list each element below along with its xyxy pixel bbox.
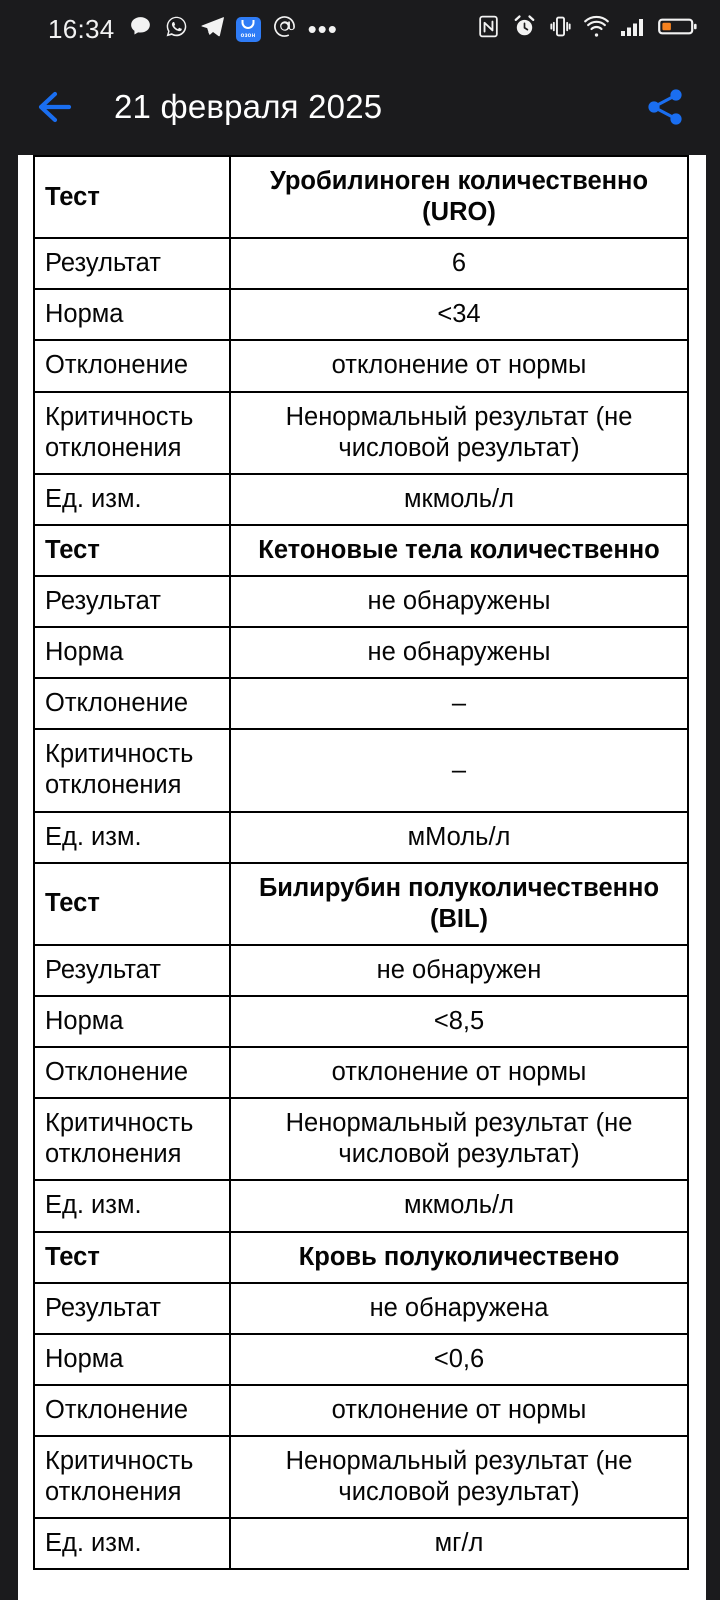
table-row xyxy=(34,340,688,391)
table-row xyxy=(34,1385,688,1436)
cellular-signal-icon xyxy=(620,14,647,44)
shop-app-label: озон xyxy=(240,32,256,39)
row-label-units: Ед. изм. xyxy=(34,1180,230,1231)
row-label-units: Ед. изм. xyxy=(34,1518,230,1569)
email-at-icon xyxy=(272,14,297,44)
more-notifications-icon: ••• xyxy=(307,13,338,44)
share-icon xyxy=(643,85,687,129)
cell-test-name: Билирубин полуколичественно (BIL) xyxy=(230,863,688,945)
cell-test-name: Кетоновые тела количественно xyxy=(230,525,688,576)
table-row xyxy=(34,576,688,627)
row-label-result: Результат xyxy=(34,576,230,627)
table-row xyxy=(34,156,688,238)
table-row xyxy=(34,729,688,811)
wifi-icon xyxy=(584,14,609,44)
row-label-criticality: Критичность отклонения xyxy=(34,729,230,811)
row-label-units: Ед. изм. xyxy=(34,474,230,525)
status-bar-right xyxy=(476,14,698,44)
table-row xyxy=(34,863,688,945)
row-label-test: Тест xyxy=(34,156,230,238)
cell-result: не обнаружена xyxy=(230,1283,688,1334)
row-label-test: Тест xyxy=(34,525,230,576)
cell-norm: не обнаружены xyxy=(230,627,688,678)
row-label-deviation: Отклонение xyxy=(34,340,230,391)
cell-units: мкмоль/л xyxy=(230,474,688,525)
cell-criticality: Ненормальный результат (не числовой результат) xyxy=(230,1436,688,1518)
table-row xyxy=(34,289,688,340)
row-label-norm: Норма xyxy=(34,289,230,340)
table-row xyxy=(34,1180,688,1231)
status-clock: 16:34 xyxy=(48,14,115,44)
table-row xyxy=(34,812,688,863)
shopping-bag-handle xyxy=(242,20,255,29)
lab-results-table xyxy=(33,155,689,1570)
cell-criticality: Ненормальный результат (не числовой результат) xyxy=(230,1098,688,1180)
alarm-clock-icon xyxy=(512,14,537,44)
cell-test-name: Уробилиноген количественно (URO) xyxy=(230,156,688,238)
table-row xyxy=(34,945,688,996)
row-label-deviation: Отклонение xyxy=(34,1385,230,1436)
row-label-criticality: Критичность отклонения xyxy=(34,1098,230,1180)
table-row xyxy=(34,627,688,678)
cell-units: мМоль/л xyxy=(230,812,688,863)
table-row xyxy=(34,392,688,474)
table-row xyxy=(34,1436,688,1518)
cell-deviation: отклонение от нормы xyxy=(230,1385,688,1436)
status-bar xyxy=(0,0,720,58)
app-header xyxy=(0,58,720,155)
table-row xyxy=(34,238,688,289)
row-label-result: Результат xyxy=(34,238,230,289)
table-row xyxy=(34,1283,688,1334)
row-label-result: Результат xyxy=(34,945,230,996)
row-label-deviation: Отклонение xyxy=(34,1047,230,1098)
battery-icon xyxy=(658,14,698,44)
row-label-test: Тест xyxy=(34,1232,230,1283)
row-label-test: Тест xyxy=(34,863,230,945)
cell-norm: <8,5 xyxy=(230,996,688,1047)
nfc-icon xyxy=(476,14,501,44)
messages-icon xyxy=(128,14,153,44)
cell-result: 6 xyxy=(230,238,688,289)
status-bar-left xyxy=(48,14,338,44)
table-row xyxy=(34,1334,688,1385)
cell-result: не обнаружен xyxy=(230,945,688,996)
cell-criticality: Ненормальный результат (не числовой результат) xyxy=(230,392,688,474)
row-label-norm: Норма xyxy=(34,627,230,678)
shop-app-icon xyxy=(236,17,261,42)
table-row xyxy=(34,1047,688,1098)
table-row xyxy=(34,1098,688,1180)
back-button[interactable] xyxy=(24,77,84,137)
whatsapp-icon xyxy=(164,14,189,44)
arrow-left-icon xyxy=(31,87,77,127)
cell-norm: <0,6 xyxy=(230,1334,688,1385)
table-row xyxy=(34,474,688,525)
table-row xyxy=(34,1232,688,1283)
share-button[interactable] xyxy=(636,78,694,136)
vibrate-icon xyxy=(548,14,573,44)
row-label-criticality: Критичность отклонения xyxy=(34,1436,230,1518)
document-viewport[interactable] xyxy=(0,155,720,1600)
telegram-icon xyxy=(200,14,225,44)
table-row xyxy=(34,678,688,729)
document-page xyxy=(18,155,706,1600)
row-label-units: Ед. изм. xyxy=(34,812,230,863)
row-label-norm: Норма xyxy=(34,996,230,1047)
cell-result: не обнаружены xyxy=(230,576,688,627)
page-title: 21 февраля 2025 xyxy=(114,87,383,125)
cell-units: мкмоль/л xyxy=(230,1180,688,1231)
table-row xyxy=(34,996,688,1047)
row-label-norm: Норма xyxy=(34,1334,230,1385)
cell-test-name: Кровь полуколичествено xyxy=(230,1232,688,1283)
cell-units: мг/л xyxy=(230,1518,688,1569)
table-row xyxy=(34,1518,688,1569)
row-label-deviation: Отклонение xyxy=(34,678,230,729)
row-label-result: Результат xyxy=(34,1283,230,1334)
row-label-criticality: Критичность отклонения xyxy=(34,392,230,474)
cell-deviation: отклонение от нормы xyxy=(230,340,688,391)
cell-deviation: – xyxy=(230,678,688,729)
cell-criticality: – xyxy=(230,729,688,811)
cell-deviation: отклонение от нормы xyxy=(230,1047,688,1098)
cell-norm: <34 xyxy=(230,289,688,340)
table-row xyxy=(34,525,688,576)
